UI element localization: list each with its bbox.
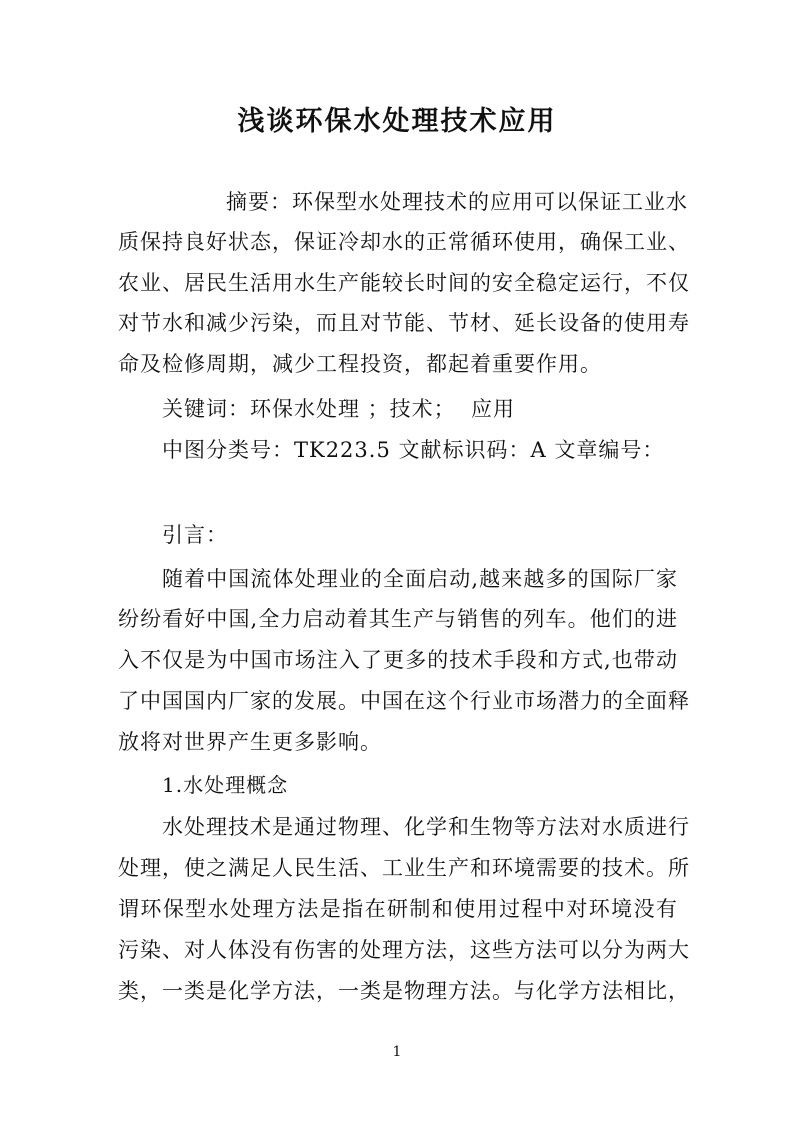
intro-line: 入不仅是为中国市场注入了更多的技术手段和方式,也带动 [118, 648, 678, 672]
abstract-line: 农业、居民生活用水生产能较长时间的安全稳定运行，不仅 [118, 271, 690, 295]
section-1-line: 处理，使之满足人民生活、工业生产和环境需要的技术。所 [118, 856, 690, 880]
document-title: 浅谈环保水处理技术应用 [237, 106, 557, 137]
intro-line: 放将对世界产生更多影响。 [118, 730, 382, 754]
section-1-line: 谓环保型水处理方法是指在研制和使用过程中对环境没有 [118, 897, 678, 921]
abstract-line: 对节水和减少污染，而且对节能、节材、延长设备的使用寿 [118, 311, 690, 335]
page-number: 1 [392, 1044, 402, 1060]
section-1-line: 污染、对人体没有伤害的处理方法，这些方法可以分为两大 [118, 938, 690, 962]
section-1-line: 类，一类是化学方法，一类是物理方法。与化学方法相比， [118, 979, 690, 1003]
abstract-line: 摘要：环保型水处理技术的应用可以保证工业水 [226, 190, 688, 214]
abstract-line: 命及检修周期，减少工程投资，都起着重要作用。 [118, 352, 602, 376]
keywords-line: 关键词：环保水处理 ；技术； 应用 [162, 397, 516, 421]
section-1-line: 水处理技术是通过物理、化学和生物等方法对水质进行 [162, 815, 690, 839]
classification-line: 中图分类号：TK223.5 文献标识码：A 文章编号： [162, 438, 665, 462]
intro-line: 了中国国内厂家的发展。中国在这个行业市场潜力的全面释 [118, 689, 690, 713]
abstract-line: 质保持良好状态，保证冷却水的正常循环使用，确保工业、 [118, 230, 690, 254]
intro-line: 纷纷看好中国,全力启动着其生产与销售的列车。他们的进 [118, 607, 678, 631]
intro-line: 随着中国流体处理业的全面启动,越来越多的国际厂家 [162, 567, 678, 591]
intro-heading: 引言： [162, 523, 228, 547]
section-1-heading: 1.水处理概念 [162, 773, 289, 797]
